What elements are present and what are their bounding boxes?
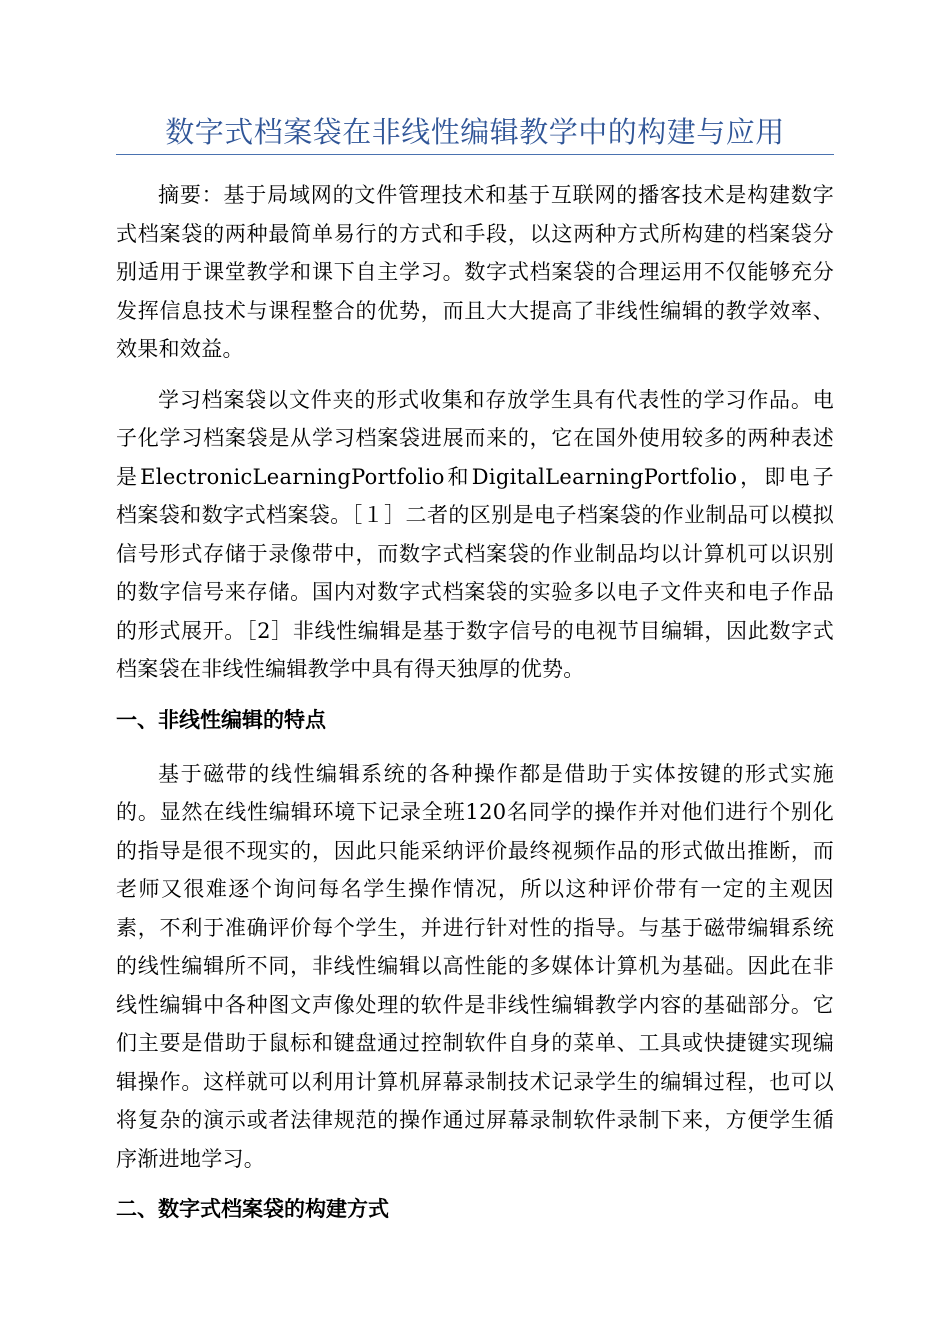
section-1-paragraph: 基于磁带的线性编辑系统的各种操作都是借助于实体按键的形式实施的。显然在线性编辑环境下记录全班120名同学的操作并对他们进行个别化的指导是很不现实的，因此只能采纳评价最终视频作品的形式做出推断，而老师又很难逐个询问每名学生操作情况，所以这种评价带有一定的主观因素，不利于准确评价每个学生，并进行针对性的指导。与基于磁带编辑系统的线性编辑所不同，非线性编辑以高性能的多媒体计算机为基础。因此在非线性编辑中各种图文声像处理的软件是非线性编辑教学内容的基础部分。它们主要是借助于鼠标和键盘通过控制软件自身的菜单、工具或快捷键实现编辑操作。这样就可以利用计算机屏幕录制技术记录学生的编辑过程，也可以将复杂的演示或者法律规范的操作通过屏幕录制软件录制下来，方便学生循序渐进地学习。 — [116, 761, 834, 1171]
document-body — [116, 176, 834, 1244]
section-heading-2: 二、数字式档案袋的构建方式 — [116, 1197, 389, 1221]
title-underline — [116, 154, 834, 155]
document-title: 数字式档案袋在非线性编辑教学中的构建与应用 — [165, 115, 785, 149]
intro-paragraph: 学习档案袋以文件夹的形式收集和存放学生具有代表性的学习作品。电子化学习档案袋是从学习档案袋进展而来的，它在国外使用较多的两种表述是ElectronicLearningPortfolio和DigitalLearningPortfolio，即电子档案袋和数字式档案袋。［１］二者的区别是电子档案袋的作业制品可以模拟信号形式存储于录像带中，而数字式档案袋的作业制品均以计算机可以识别的数字信号来存储。国内对数字式档案袋的实验多以电子文件夹和电子作品的形式展开。［2］非线性编辑是基于数字信号的电视节目编辑，因此数字式档案袋在非线性编辑教学中具有得天独厚的优势。 — [116, 387, 834, 681]
abstract-paragraph: 摘要：基于局域网的文件管理技术和基于互联网的播客技术是构建数字式档案袋的两种最简单易行的方式和手段，以这两种方式所构建的档案袋分别适用于课堂教学和课下自主学习。数字式档案袋的合理运用不仅能够充分发挥信息技术与课程整合的优势，而且大大提高了非线性编辑的教学效率、效果和效益。 — [116, 183, 834, 361]
section-heading-1: 一、非线性编辑的特点 — [116, 707, 326, 732]
